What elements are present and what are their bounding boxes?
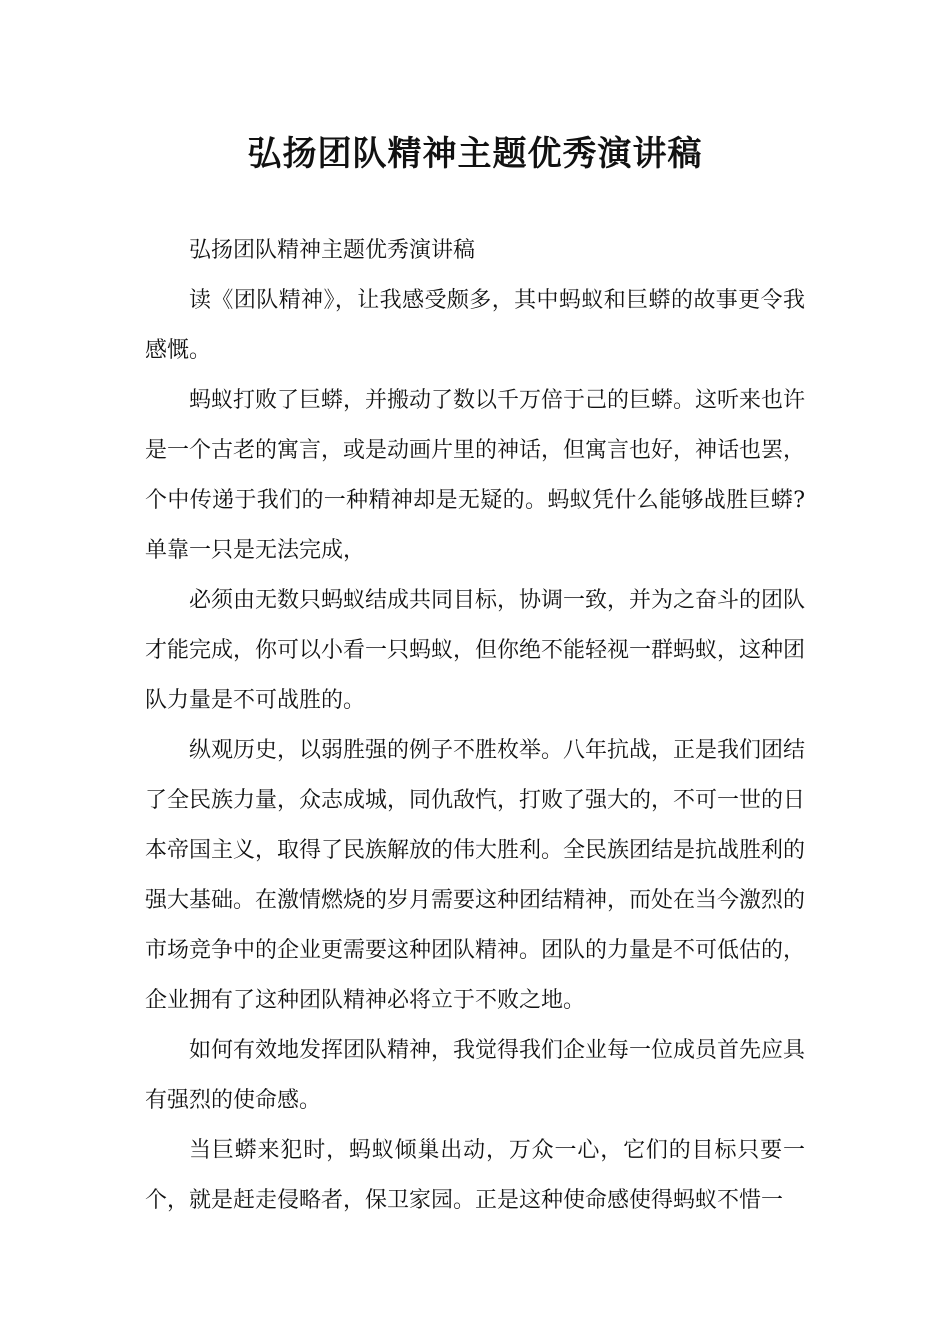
document-title: 弘扬团队精神主题优秀演讲稿 [247, 134, 703, 174]
paragraph: 读《团队精神》，让我感受颇多，其中蚂蚁和巨蟒的故事更令我感慨。 [145, 288, 805, 363]
paragraph: 蚂蚁打败了巨蟒，并搬动了数以千万倍于己的巨蟒。这听来也许是一个古老的寓言，或是动画片里的神话，但寓言也好，神话也罢，个中传递于我们的一种精神却是无疑的。蚂蚁凭什么能够战胜巨蟒?单靠一只是无法完成， [145, 388, 806, 563]
paragraph-subtitle: 弘扬团队精神主题优秀演讲稿 [189, 238, 476, 263]
paragraph: 当巨蟒来犯时，蚂蚁倾巢出动，万众一心，它们的目标只要一个，就是赶走侵略者，保卫家园。正是这种使命感使得蚂蚁不惜一 [145, 1138, 805, 1213]
paragraph: 纵观历史，以弱胜强的例子不胜枚举。八年抗战，正是我们团结了全民族力量，众志成城，同仇敌忾，打败了强大的，不可一世的日本帝国主义，取得了民族解放的伟大胜利。全民族团结是抗战胜利的强大基础。在激情燃烧的岁月需要这种团结精神，而处在当今激烈的市场竞争中的企业更需要这种团队精神。团队的力量是不可低估的，企业拥有了这种团队精神必将立于不败之地。 [145, 738, 806, 1013]
paragraph: 必须由无数只蚂蚁结成共同目标，协调一致，并为之奋斗的团队才能完成，你可以小看一只蚂蚁，但你绝不能轻视一群蚂蚁，这种团队力量是不可战胜的。 [145, 588, 806, 713]
paragraph: 如何有效地发挥团队精神，我觉得我们企业每一位成员首先应具有强烈的使命感。 [145, 1038, 806, 1113]
document-body [145, 226, 805, 1226]
